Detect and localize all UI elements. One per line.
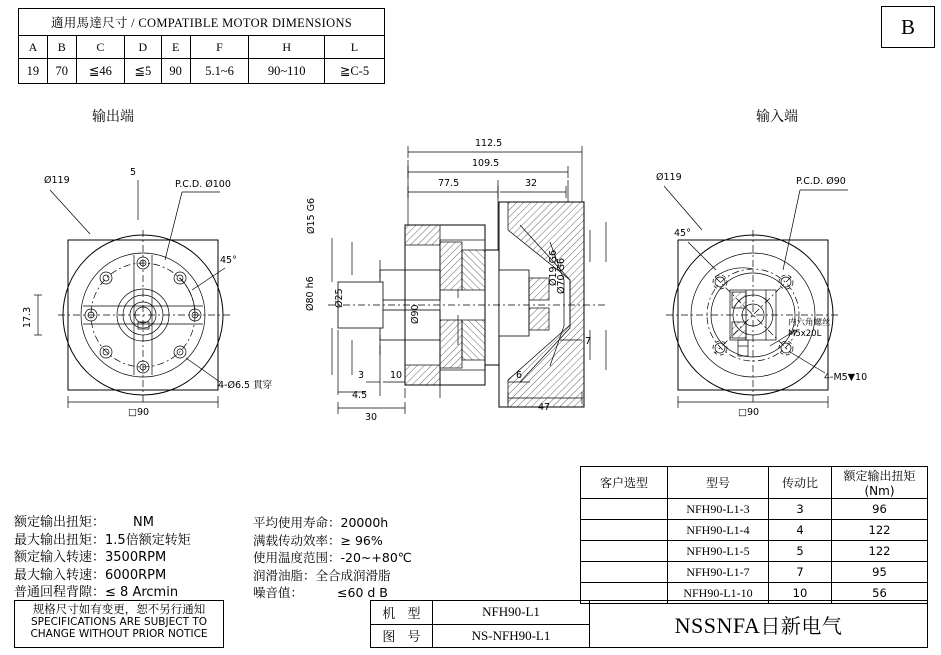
spec-noise xyxy=(253,584,503,602)
motor-table-value-row xyxy=(19,59,385,84)
mid-dim-10: 10 xyxy=(390,370,403,381)
spec-rated-output-torque xyxy=(14,514,244,532)
title-block xyxy=(370,600,928,648)
col-d: D xyxy=(125,36,162,59)
cell-torque: 122 xyxy=(832,520,928,541)
th-rated-output-torque: 额定输出扭矩(Nm) xyxy=(832,467,928,499)
cell-torque: 56 xyxy=(832,583,928,604)
brand-cn: 日新电气 xyxy=(760,613,843,638)
table-row[interactable] xyxy=(581,499,928,520)
table-row[interactable] xyxy=(581,562,928,583)
cell-model: NFH90-L1-5 xyxy=(668,541,769,562)
spec-value: 6000RPM xyxy=(105,567,167,583)
val-l: ≧C-5 xyxy=(324,59,384,84)
spec-value: ≤ 8 Arcmin xyxy=(105,585,179,600)
page-letter-badge: B xyxy=(881,6,935,48)
col-f: F xyxy=(190,36,249,59)
motor-table-title: 適用馬達尺寸 / COMPATIBLE MOTOR DIMENSIONS xyxy=(19,9,385,36)
cell-model: NFH90-L1-3 xyxy=(668,499,769,520)
val-f: 5.1~6 xyxy=(190,59,249,84)
val-c: ≦46 xyxy=(76,59,124,84)
spec-label: 最大输出扭矩： xyxy=(14,532,106,548)
ratio-table-header xyxy=(581,467,928,499)
mid-dim-112-5: 112.5 xyxy=(475,138,503,149)
cell-customer-select[interactable] xyxy=(581,520,668,541)
cell-ratio: 5 xyxy=(769,541,832,562)
spec-max-output-torque xyxy=(14,532,244,550)
th-customer-select: 客户选型 xyxy=(581,467,668,499)
val-e: 90 xyxy=(161,59,190,84)
mid-dim-19g6: Ø19 G6 xyxy=(548,250,559,286)
spec-label: 使用温度范围： xyxy=(253,550,341,565)
val-h: 90~110 xyxy=(249,59,324,84)
mid-dim-25: Ø25 xyxy=(334,288,345,308)
spec-value: ≥ 96% xyxy=(340,532,383,548)
spec-value: 全合成润滑脂 xyxy=(315,567,391,583)
left-dim-pcd: P.C.D. Ø100 xyxy=(175,179,231,190)
table-row[interactable] xyxy=(581,541,928,562)
col-h: H xyxy=(249,36,324,59)
spec-label: 最大输入转速： xyxy=(14,567,106,583)
notice-line-en-1: SPECIFICATIONS ARE SUBJECT TO xyxy=(30,615,208,628)
specs-left-column xyxy=(14,514,244,602)
left-dim-outer-dia: Ø119 xyxy=(44,175,70,186)
spec-value: 20000h xyxy=(340,515,389,530)
cell-ratio: 3 xyxy=(769,499,832,520)
output-face-view xyxy=(20,130,320,418)
notice-line-en-2: CHANGE WITHOUT PRIOR NOTICE xyxy=(30,628,208,640)
mid-dim-77-5: 77.5 xyxy=(438,178,460,189)
cell-torque: 122 xyxy=(832,541,928,562)
spec-rated-input-speed xyxy=(14,549,244,567)
mid-dim-70g6: Ø70 G6 xyxy=(556,258,567,294)
val-a: 19 xyxy=(19,59,48,84)
drawing-number-label: 图 号 xyxy=(371,625,433,648)
right-note-screw-line2: M5x20L xyxy=(788,329,822,339)
cell-torque: 96 xyxy=(832,499,928,520)
compatible-motor-dimensions-table xyxy=(18,8,385,84)
model-ratio-table xyxy=(580,466,928,604)
cell-ratio: 4 xyxy=(769,520,832,541)
cell-ratio: 7 xyxy=(769,562,832,583)
spec-value: 3500RPM xyxy=(105,550,167,565)
mid-dim-3: 3 xyxy=(358,370,365,381)
spec-label: 满载传动效率： xyxy=(253,532,341,548)
mid-dim-109-5: 109.5 xyxy=(472,158,500,169)
brand-latin: NSSNFA xyxy=(674,612,761,638)
specification-change-notice xyxy=(14,600,224,648)
cell-model: NFH90-L1-4 xyxy=(668,520,769,541)
spec-grease xyxy=(253,567,503,585)
mid-dim-7: 7 xyxy=(585,336,592,347)
spec-max-input-speed xyxy=(14,567,244,585)
spec-value: 1.5倍额定转矩 xyxy=(105,532,191,548)
mid-dim-32: 32 xyxy=(525,178,538,189)
input-side-caption: 输入端 xyxy=(756,109,798,125)
spec-label: 额定输入转速： xyxy=(14,550,106,565)
right-dim-outer-dia: Ø119 xyxy=(656,172,682,183)
right-dim-square: □90 xyxy=(738,407,760,418)
spec-label: 普通回程背隙： xyxy=(14,585,106,600)
col-a: A xyxy=(19,36,48,59)
mid-dim-30: 30 xyxy=(365,412,378,423)
model-value: NFH90-L1 xyxy=(482,604,540,620)
mid-dim-15g6: Ø15 G6 xyxy=(306,198,317,234)
left-dim-angle: 45° xyxy=(220,255,237,266)
spec-value: -20~+80℃ xyxy=(340,550,412,565)
left-note-holes: 4-Ø6.5 貫穿 xyxy=(218,380,273,391)
mid-dim-80h6: Ø80 h6 xyxy=(305,276,316,311)
cell-ratio: 10 xyxy=(769,583,832,604)
col-c: C xyxy=(76,36,124,59)
spec-label: 润滑油脂： xyxy=(253,567,316,583)
left-dim-5: 5 xyxy=(130,167,137,178)
cell-customer-select[interactable] xyxy=(581,562,668,583)
mid-dim-4-5: 4.5 xyxy=(352,390,368,401)
left-dim-square: □90 xyxy=(128,407,150,418)
mid-dim-6: 6 xyxy=(516,370,523,381)
output-side-caption: 输出端 xyxy=(92,109,134,125)
spec-label: 额定输出扭矩： xyxy=(14,515,106,530)
right-dim-angle: 45° xyxy=(674,228,691,239)
spec-efficiency xyxy=(253,532,503,550)
spec-label: 平均使用寿命： xyxy=(253,515,341,530)
th-ratio: 传动比 xyxy=(769,467,832,499)
model-label: 机 型 xyxy=(371,601,433,624)
spec-value: NM xyxy=(133,515,154,530)
motor-table-column-row xyxy=(19,36,385,59)
spec-temperature-range xyxy=(253,549,503,567)
mid-dim-90: Ø90 xyxy=(410,304,421,324)
col-e: E xyxy=(161,36,190,59)
right-dim-pcd: P.C.D. Ø90 xyxy=(796,176,846,187)
right-note-thread: 4-M5▼10 xyxy=(824,372,868,383)
brand-area xyxy=(590,601,927,647)
cross-section-view xyxy=(305,130,620,423)
table-header-row xyxy=(19,9,385,36)
spec-value: ≤60 d B xyxy=(337,585,388,600)
cell-customer-select[interactable] xyxy=(581,499,668,520)
val-b: 70 xyxy=(47,59,76,84)
cell-model: NFH90-L1-10 xyxy=(668,583,769,604)
col-l: L xyxy=(324,36,384,59)
notice-line-cn: 规格尺寸如有变更，恕不另行通知 xyxy=(32,602,206,616)
title-block-drawing-row xyxy=(371,625,589,648)
title-block-model-row xyxy=(371,601,589,625)
cell-torque: 95 xyxy=(832,562,928,583)
th-model: 型号 xyxy=(668,467,769,499)
left-dim-17-3: 17.3 xyxy=(22,306,33,328)
specs-mid-column xyxy=(253,514,503,602)
spec-backlash xyxy=(14,584,244,602)
col-b: B xyxy=(47,36,76,59)
cell-customer-select[interactable] xyxy=(581,541,668,562)
spec-lifetime xyxy=(253,514,503,532)
cell-model: NFH90-L1-7 xyxy=(668,562,769,583)
right-note-screw-line1: 内六角螺丝 xyxy=(788,318,831,328)
drawing-number-value: NS-NFH90-L1 xyxy=(471,627,551,643)
mid-dim-47: 47 xyxy=(538,402,551,413)
table-row[interactable] xyxy=(581,520,928,541)
spec-label: 噪音值： xyxy=(253,585,304,600)
val-d: ≦5 xyxy=(125,59,162,84)
input-face-view xyxy=(620,130,930,418)
